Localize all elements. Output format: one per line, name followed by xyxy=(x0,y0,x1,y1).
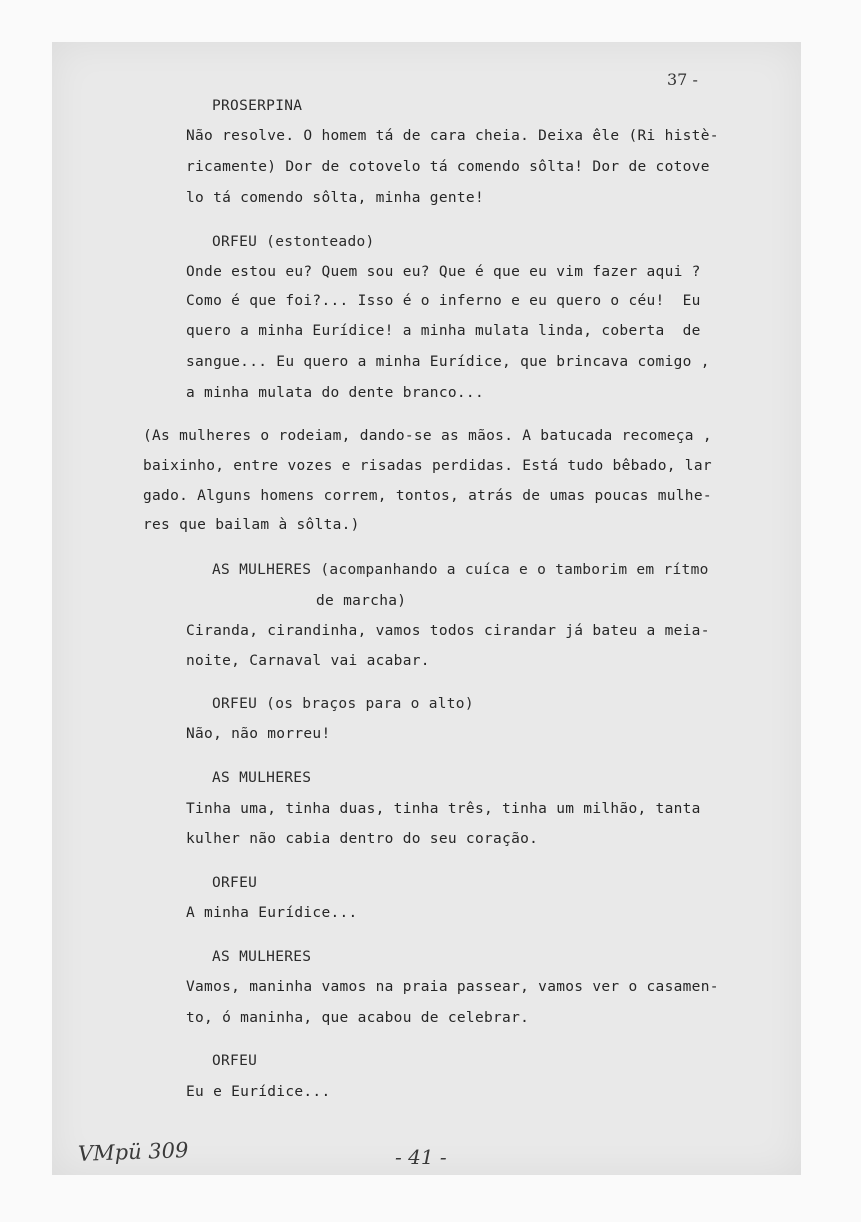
dialogue-line: a minha mulata do dente branco... xyxy=(186,385,484,401)
paper-sheet xyxy=(52,42,801,1175)
dialogue-line: noite, Carnaval vai acabar. xyxy=(186,653,430,669)
stage-direction-line: gado. Alguns homens correm, tontos, atrás de umas poucas mulhe- xyxy=(143,488,712,504)
stage-direction-line: res que bailam à sôlta.) xyxy=(143,517,360,533)
dialogue-line: to, ó maninha, que acabou de celebrar. xyxy=(186,1010,530,1026)
speaker-name: PROSERPINA xyxy=(212,98,303,114)
dialogue-line: ricamente) Dor de cotovelo tá comendo sôlta! Dor de cotove xyxy=(186,159,710,175)
dialogue-line: Não, não morreu! xyxy=(186,726,331,742)
handwritten-archive-note: VMpü 309 xyxy=(77,1138,189,1166)
stage-direction-line: baixinho, entre vozes e risadas perdidas. Está tudo bêbado, lar xyxy=(143,458,712,474)
speaker-direction: de marcha) xyxy=(316,593,407,609)
footer-page-number: - 41 - xyxy=(395,1145,447,1169)
dialogue-line: A minha Eurídice... xyxy=(186,905,358,921)
speaker-name: ORFEU xyxy=(212,875,258,891)
stage-direction-line: (As mulheres o rodeiam, dando-se as mãos. A batucada recomeça , xyxy=(143,428,712,444)
dialogue-line: lo tá comendo sôlta, minha gente! xyxy=(186,190,484,206)
speaker-name: ORFEU xyxy=(212,1053,258,1069)
dialogue-line: kulher não cabia dentro do seu coração. xyxy=(186,831,539,847)
speaker-name: AS MULHERES xyxy=(212,949,312,965)
dialogue-line: quero a minha Eurídice! a minha mulata linda, coberta de xyxy=(186,323,701,339)
dialogue-line: Como é que foi?... Isso é o inferno e eu quero o céu! Eu xyxy=(186,293,701,309)
speaker-name: ORFEU (os braços para o alto) xyxy=(212,696,474,712)
dialogue-line: sangue... Eu quero a minha Eurídice, que brincava comigo , xyxy=(186,354,710,370)
dialogue-line: Onde estou eu? Quem sou eu? Que é que eu vim fazer aqui ? xyxy=(186,264,701,280)
dialogue-line: Ciranda, cirandinha, vamos todos cirandar já bateu a meia- xyxy=(186,623,710,639)
speaker-name: AS MULHERES xyxy=(212,770,312,786)
speaker-name: ORFEU (estonteado) xyxy=(212,234,375,250)
dialogue-line: Vamos, maninha vamos na praia passear, vamos ver o casamen- xyxy=(186,979,719,995)
speaker-name: AS MULHERES (acompanhando a cuíca e o tamborim em rítmo xyxy=(212,562,709,578)
dialogue-line: Tinha uma, tinha duas, tinha três, tinha um milhão, tanta xyxy=(186,801,701,817)
dialogue-line: Eu e Eurídice... xyxy=(186,1084,331,1100)
page-number: 37 - xyxy=(667,70,698,89)
dialogue-line: Não resolve. O homem tá de cara cheia. Deixa êle (Ri histè- xyxy=(186,128,719,144)
